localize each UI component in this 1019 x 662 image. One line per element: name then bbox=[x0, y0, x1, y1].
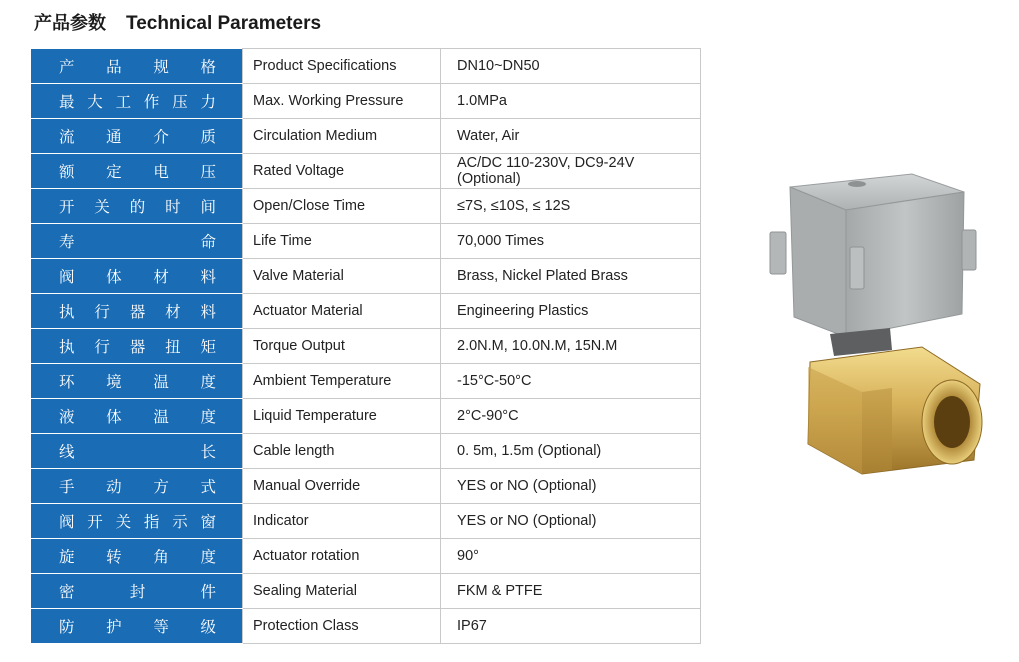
param-label-en: Actuator Material bbox=[243, 294, 441, 329]
param-label-en: Liquid Temperature bbox=[243, 399, 441, 434]
parameters-table bbox=[30, 48, 701, 644]
param-value: Engineering Plastics bbox=[441, 294, 701, 329]
table-row bbox=[31, 49, 701, 84]
param-label-en: Torque Output bbox=[243, 329, 441, 364]
param-label-cn: 液体温度 bbox=[31, 399, 243, 434]
param-value: 2.0N.M, 10.0N.M, 15N.M bbox=[441, 329, 701, 364]
motorized-ball-valve-icon bbox=[712, 152, 1012, 482]
param-label-cn: 流通介质 bbox=[31, 119, 243, 154]
param-value: 1.0MPa bbox=[441, 84, 701, 119]
param-value: 0. 5m, 1.5m (Optional) bbox=[441, 434, 701, 469]
table-row bbox=[31, 84, 701, 119]
param-label-cn: 线长 bbox=[31, 434, 243, 469]
param-label-cn: 开关的时间 bbox=[31, 189, 243, 224]
param-value: ≤7S, ≤10S, ≤ 12S bbox=[441, 189, 701, 224]
table-row bbox=[31, 154, 701, 189]
table-row bbox=[31, 329, 701, 364]
param-label-en: Life Time bbox=[243, 224, 441, 259]
param-label-en: Sealing Material bbox=[243, 574, 441, 609]
param-label-cn: 阀体材料 bbox=[31, 259, 243, 294]
param-value: 2°C-90°C bbox=[441, 399, 701, 434]
param-label-en: Product Specifications bbox=[243, 49, 441, 84]
table-row bbox=[31, 469, 701, 504]
table-row bbox=[31, 189, 701, 224]
param-value: DN10~DN50 bbox=[441, 49, 701, 84]
param-label-en: Cable length bbox=[243, 434, 441, 469]
page-title bbox=[34, 10, 321, 38]
param-label-cn: 阀开关指示窗 bbox=[31, 504, 243, 539]
param-label-en: Max. Working Pressure bbox=[243, 84, 441, 119]
param-label-en: Ambient Temperature bbox=[243, 364, 441, 399]
param-value: IP67 bbox=[441, 609, 701, 644]
parameters-table-body bbox=[31, 49, 701, 644]
param-value: YES or NO (Optional) bbox=[441, 469, 701, 504]
table-row bbox=[31, 574, 701, 609]
param-label-cn: 旋转角度 bbox=[31, 539, 243, 574]
table-row bbox=[31, 224, 701, 259]
param-label-cn: 执行器扭矩 bbox=[31, 329, 243, 364]
param-label-cn: 寿命 bbox=[31, 224, 243, 259]
param-value: YES or NO (Optional) bbox=[441, 504, 701, 539]
param-value: AC/DC 110-230V, DC9-24V (Optional) bbox=[441, 154, 701, 189]
param-label-cn: 环境温度 bbox=[31, 364, 243, 399]
param-label-en: Indicator bbox=[243, 504, 441, 539]
param-label-en: Open/Close Time bbox=[243, 189, 441, 224]
table-row bbox=[31, 294, 701, 329]
param-label-cn: 产品规格 bbox=[31, 49, 243, 84]
param-label-cn: 执行器材料 bbox=[31, 294, 243, 329]
param-value: FKM & PTFE bbox=[441, 574, 701, 609]
table-row bbox=[31, 609, 701, 644]
param-label-cn: 手动方式 bbox=[31, 469, 243, 504]
table-row bbox=[31, 504, 701, 539]
param-label-cn: 额定电压 bbox=[31, 154, 243, 189]
title-english: Technical Parameters bbox=[126, 13, 322, 34]
table-row bbox=[31, 259, 701, 294]
param-value: -15°C-50°C bbox=[441, 364, 701, 399]
param-label-cn: 防护等级 bbox=[31, 609, 243, 644]
param-value: Brass, Nickel Plated Brass bbox=[441, 259, 701, 294]
table-row bbox=[31, 119, 701, 154]
table-row bbox=[31, 364, 701, 399]
param-label-cn: 最大工作压力 bbox=[31, 84, 243, 119]
table-row bbox=[31, 399, 701, 434]
param-label-en: Manual Override bbox=[243, 469, 441, 504]
param-label-en: Valve Material bbox=[243, 259, 441, 294]
param-value: Water, Air bbox=[441, 119, 701, 154]
param-label-cn: 密封件 bbox=[31, 574, 243, 609]
param-value: 90° bbox=[441, 539, 701, 574]
table-row bbox=[31, 434, 701, 469]
param-label-en: Protection Class bbox=[243, 609, 441, 644]
param-label-en: Rated Voltage bbox=[243, 154, 441, 189]
param-value: 70,000 Times bbox=[441, 224, 701, 259]
table-row bbox=[31, 539, 701, 574]
title-chinese: 产品参数 bbox=[34, 13, 106, 34]
param-label-en: Circulation Medium bbox=[243, 119, 441, 154]
param-label-en: Actuator rotation bbox=[243, 539, 441, 574]
